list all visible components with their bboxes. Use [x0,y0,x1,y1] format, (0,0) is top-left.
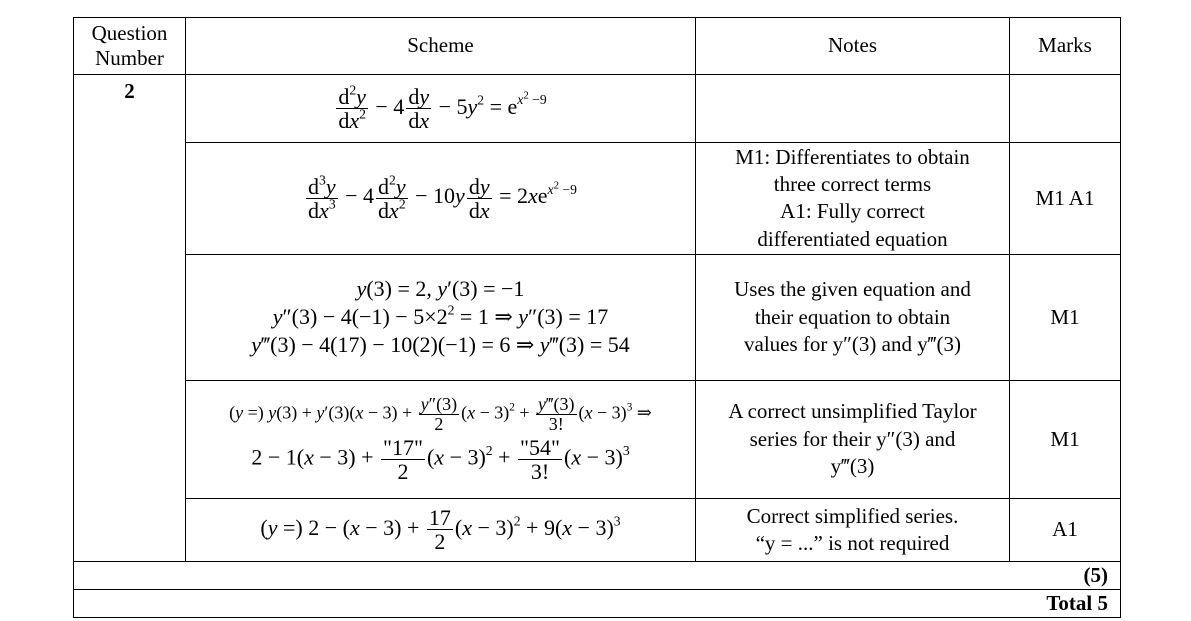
marks-cell-4: M1 [1010,380,1121,498]
question-number-cell [74,75,186,562]
initial-values: y(3) = 2, y′(3) = −1 [356,275,525,301]
header-row [74,18,1121,75]
scheme-row-5 [74,498,1121,561]
scheme-cell-2 [186,143,696,255]
marks-cell-1 [1010,75,1121,143]
notes-cell-3: Uses the given equation and their equation to obtain values for y″(3) and y‴(3) [696,254,1010,380]
second-derivative-value: $y''(3) - 4(-1) - 5\times 2^2 = 1$ ⇒ y″(3) = 17 [272,302,609,330]
scheme-cell-1 [186,75,696,143]
header-question-number: Question Number [74,18,186,75]
marks-cell-3: M1 [1010,254,1121,380]
mark-scheme-table [73,17,1121,618]
scheme-cell-5 [186,498,696,561]
question-number: 2 [124,79,135,103]
scheme-row-1 [74,75,1121,143]
scheme-cell-3 [186,254,696,380]
subtotal-row [74,561,1121,589]
third-derivative-value: y‴(3) − 4(17) − 10(2)(−1) = 6 ⇒ y‴(3) = 54 [251,332,630,358]
simplified-series: (y =) 2 − (x − 3) + $\frac{17}{2}$ $(x - 3)^2 + 9(x - 3)^3$ [260,505,621,555]
total: Total 5 [74,589,1121,617]
notes-cell-4: A correct unsimplified Taylor series for their y″(3) and y‴(3) [696,380,1010,498]
scheme-row-2 [74,143,1121,255]
header-notes: Notes [696,18,1010,75]
subtotal: (5) [74,561,1121,589]
differential-equation: $\frac{d^2y}{dx^2}$ − 4 $\frac{dy}{dx}$ − $5y^2 = e^{x^2 -9}$ [338,82,547,133]
differentiated-equation: $\frac{d^3y}{dx^3}$ − 4 $\frac{d^2y}{dx^2}$ − 10y $\frac{dy}{dx}$ = $2xe^{x^2 -9}$ [308,172,577,223]
marks-cell-2: M1 A1 [1010,143,1121,255]
notes-cell-1 [696,75,1010,143]
header-marks: Marks [1010,18,1121,75]
notes-cell-5: Correct simplified series. “y = ...” is not required [696,498,1010,561]
taylor-series-general: (y =) y(3) + y′(3)(x − 3) + $\frac{y''(3)}{2}$ $(x - 3)^2$ + $\frac{y‴(3)}{3!}$ $(x - 3)^3$ ⇒ [229,394,652,435]
notes-cell-2: M1: Differentiates to obtain three correct terms A1: Fully correct differentiated equation [696,143,1010,255]
scheme-cell-4 [186,380,696,498]
marks-cell-5: A1 [1010,498,1121,561]
scheme-row-3 [74,254,1121,380]
scheme-row-4 [74,380,1121,498]
total-row [74,589,1121,617]
taylor-series-substituted: 2 − 1(x − 3) + $\frac{"17"}{2}$ $(x - 3)^2$ + $\frac{"54"}{3!}$ $(x - 3)^3$ [251,435,630,485]
header-scheme: Scheme [186,18,696,75]
